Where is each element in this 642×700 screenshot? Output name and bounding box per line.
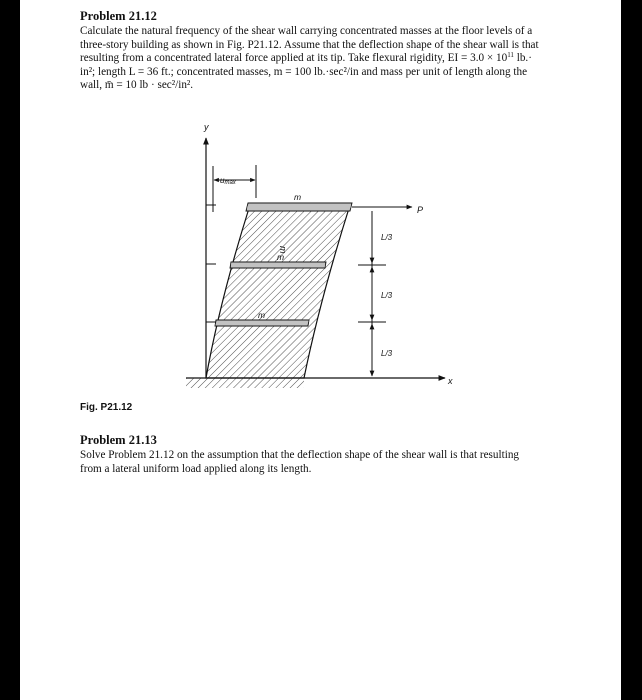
document-page [20, 0, 621, 700]
x-axis-label: x [448, 376, 453, 386]
span-label-top: L/3 [381, 233, 393, 242]
span-label-bottom: L/3 [381, 349, 393, 358]
text-line-3: resulting from a concentrated lateral force applied at its tip. Take flexural rigidity, EI = 3.0 × 10 [80, 52, 508, 65]
span-label-middle: L/3 [381, 291, 393, 300]
problem-21-12-title: Problem 21.12 [80, 9, 157, 23]
figure-caption: Fig. P21.12 [80, 402, 133, 413]
text-line: Solve Problem 21.12 on the assumption that the deflection shape of the shear wall is that resulting [80, 449, 520, 461]
mass-label-bottom: m [258, 310, 266, 320]
umax-label: umax [220, 176, 236, 186]
text-line: Calculate the natural frequency of the shear wall carrying concentrated masses at the floor levels of a [80, 25, 533, 37]
problem-21-13-text [80, 449, 519, 476]
y-axis-label: y [204, 122, 209, 132]
shear-wall [206, 205, 350, 378]
ground-hatch [186, 378, 304, 388]
wall-mass-label: m [278, 246, 288, 254]
mass-label-middle: m [277, 252, 285, 262]
unit-fragment: lb.· [513, 52, 532, 65]
text-line: wall, m̄ = 10 lb · sec²/in². [80, 79, 194, 92]
mass-bottom [215, 320, 309, 326]
exponent: 11 [507, 51, 514, 60]
shear-wall-figure [20, 0, 621, 420]
mass-middle [230, 262, 326, 268]
text-line: three-story building as shown in Fig. P21.12. Assume that the deflection shape of the shear wall is that [80, 38, 539, 51]
mass-label-top: m [294, 192, 302, 202]
problem-21-13-title: Problem 21.13 [80, 433, 157, 447]
load-label: P [417, 205, 424, 215]
text-line: from a lateral uniform load applied along its length. [80, 462, 312, 475]
text-line: in²; length L = 36 ft.; concentrated masses, m = 100 lb.·sec²/in and mass per unit of length along the [80, 65, 528, 78]
mass-top [246, 203, 352, 211]
